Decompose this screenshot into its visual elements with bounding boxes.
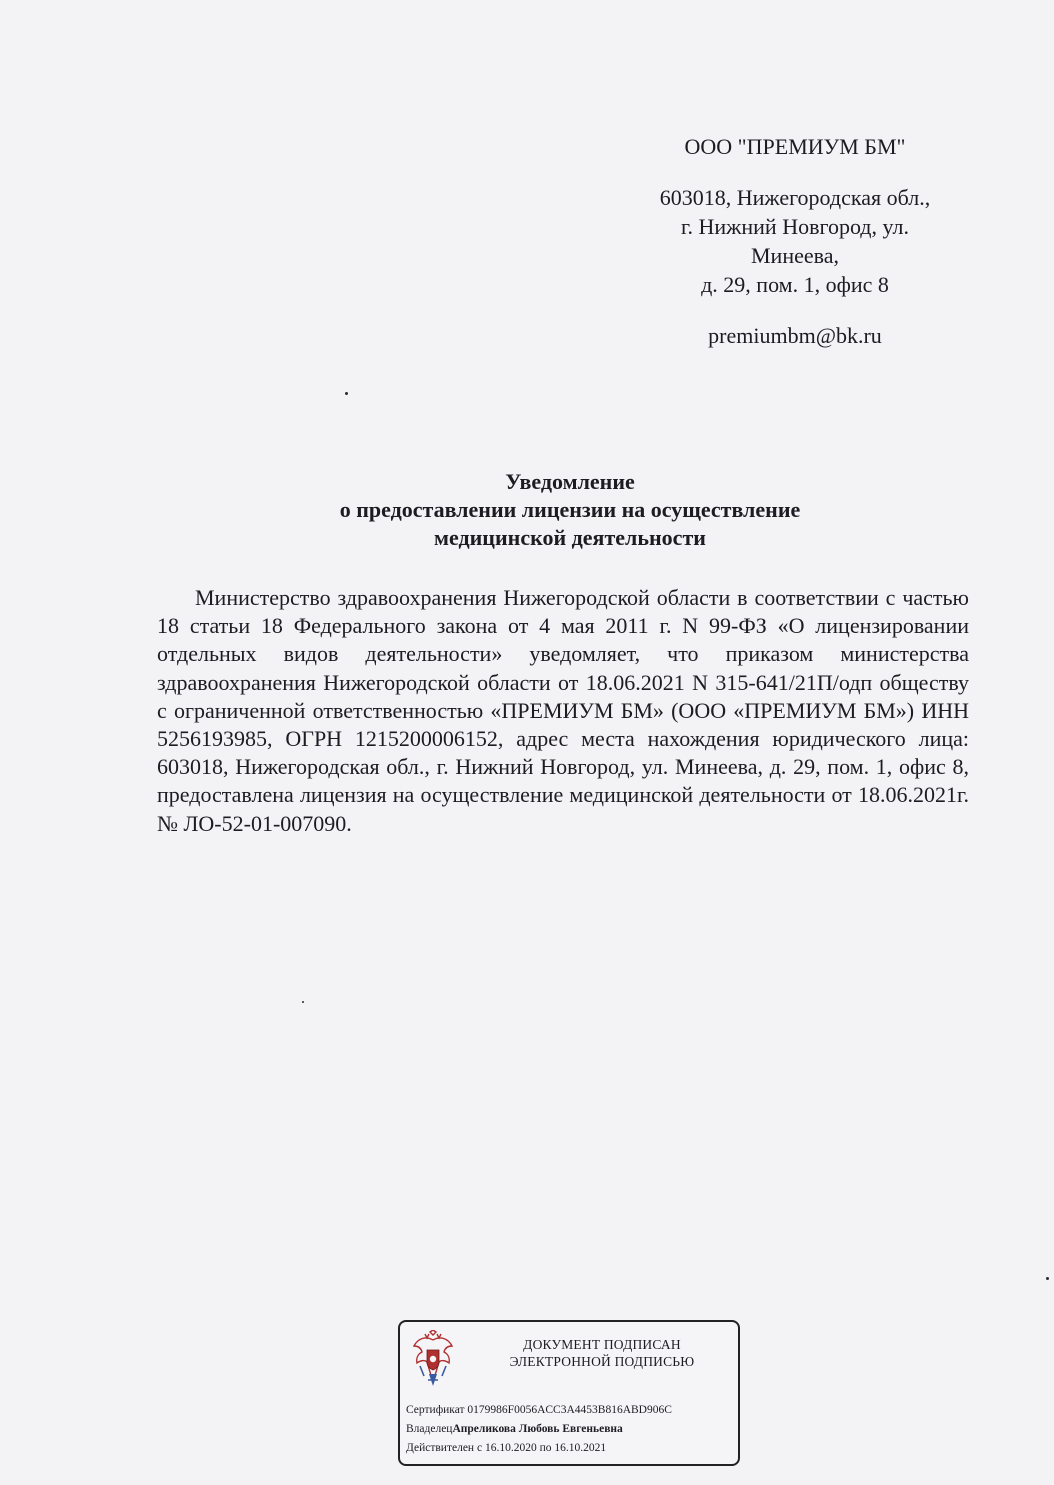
coat-of-arms-icon: [410, 1330, 456, 1388]
validity-line: [406, 1442, 606, 1454]
recipient-email: premiumbm@bk.ru: [708, 323, 882, 348]
owner-value: Апреликова Любовь Евгеньевна: [452, 1423, 623, 1435]
scan-speck: [302, 1001, 304, 1003]
certificate-label: Сертификат: [406, 1404, 465, 1416]
recipient-address-line: 603018, Нижегородская обл.,: [659, 185, 931, 210]
scan-speck: [1046, 1277, 1049, 1280]
notification-body: Министерство здравоохранения Нижегородской области в соответствии с частью 18 статьи 18 Федерального закона от 4 мая 2011 г. N 99-ФЗ «О лицензировании отдельных видов деятельности» уведомляет, что приказом министерства здравоохранения Нижегородской области от 18.06.2021 N 315-641/21П/одп обществу с ограниченной ответственностью «ПРЕМИУМ БМ» (ООО «ПРЕМИУМ БМ») ИНН 5256193985, ОГРН 1215200006152, адрес места нахождения юридического лица: 603018, Нижегородская обл., г. Нижний Новгород, ул. Минеева, д. 29, пом. 1, офис 8, предоставлена лицензия на осуществление медицинской деятельности от 18.06.2021г. № ЛО-52-01-007090.: [157, 585, 969, 836]
validity-label: Действителен: [406, 1442, 475, 1454]
recipient-org: ООО "ПРЕМИУМ БМ": [684, 134, 906, 159]
owner-line: [406, 1423, 623, 1435]
recipient-address-line: г. Нижний Новгород, ул.: [680, 214, 910, 239]
certificate-line: [406, 1404, 672, 1416]
stamp-heading-line: ЭЛЕКТРОННОЙ ПОДПИСЬЮ: [509, 1354, 695, 1369]
certificate-value: 0179986F0056ACC3A4453B816ABD906C: [467, 1404, 672, 1416]
validity-value: с 16.10.2020 по 16.10.2021: [476, 1442, 607, 1454]
title-line: медицинской деятельности: [434, 525, 706, 550]
stamp-heading-line: ДОКУМЕНТ ПОДПИСАН: [523, 1337, 681, 1352]
recipient-block: [620, 132, 970, 350]
recipient-address-line: д. 29, пом. 1, офис 8: [701, 272, 889, 297]
owner-label: Владелец: [406, 1423, 453, 1435]
recipient-address-line: Минеева,: [751, 243, 839, 268]
stamp-heading: [472, 1336, 732, 1370]
title-line: Уведомление: [505, 469, 635, 494]
electronic-signature-stamp: [398, 1320, 740, 1466]
scan-speck: [345, 392, 348, 395]
document-title: [160, 468, 980, 552]
title-line: о предоставлении лицензии на осуществление: [339, 497, 801, 522]
